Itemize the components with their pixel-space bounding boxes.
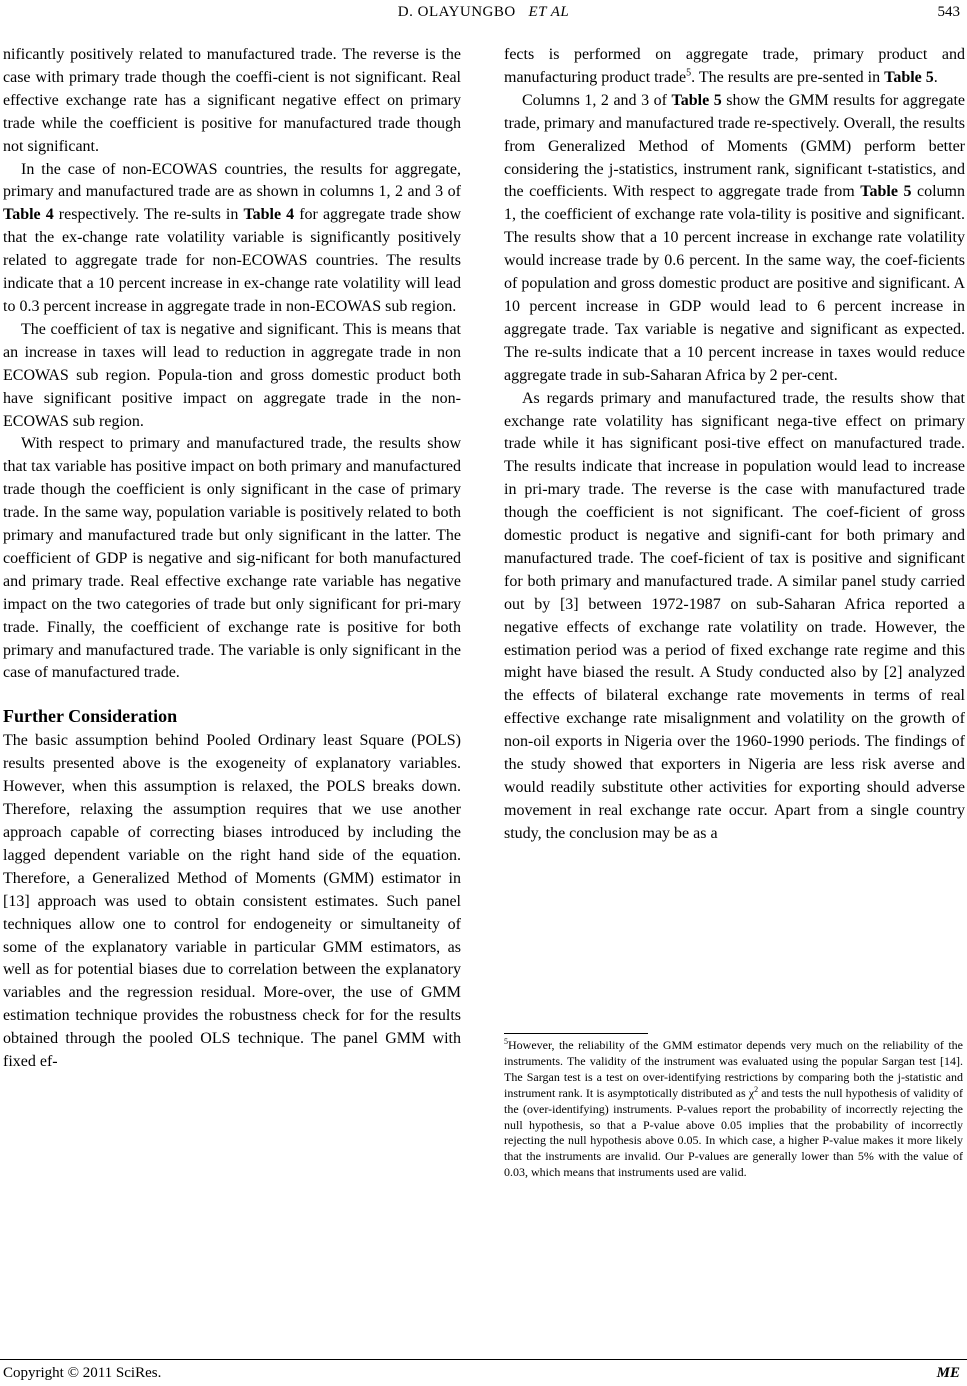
table-reference: Table 5 <box>860 183 912 201</box>
paragraph: With respect to primary and manufactured trade, the results show that tax variable has positive impact on both primary and manufactured trade though the coefficient is only significant in the case of primary trade. In the same way, population variable is positively related to both primary and manufactured trade but only significant in the latter. The coefficient of GDP is negative and sig-nificant for both manufactured and primary trade. Real effective exchange rate variable has negative impact on the two categories of trade but only significant for pri-mary trade. Finally, the coefficient of exchange rate is positive for both primary and manufactured trade. The variable is only significant in the case of manufactured trade. <box>3 435 461 682</box>
left-column <box>3 44 461 1074</box>
paragraph: As regards primary and manufactured trade, the results show that exchange rate volatility has significant nega-tive effect on primary trade while it has significant posi-tive effect on manufactured trade. The results indicate that increase in population would lead to increase in pri-mary trade. The reverse is the case with manufactured trade though the coefficient is not significant. The coef-ficient of gross domestic product is negative and signifi-cant for both primary and manufactured trade. The coef-ficient of tax is positive and significant for both primary and manufactured trade. A similar panel study carried out by [3] between 1972-1987 on sub-Saharan Africa reported a negative effects of exchange rate volatility on trade. However, the estimation period was a period of fixed exchange rate regime and this might have biased the result. A Study conducted also by [2] analyzed the effects of bilateral exchange rate movements in terms of real effective exchange rate misalignment and volatility on the growth of non-oil exports in Nigeria over the 1960-1990 periods. The findings of the study showed that exporters in Nigeria are less risk averse and would readily substitute other activities for exporting should adverse movement in real exchange rate occur. Apart from a single country study, the conclusion may be as a <box>504 389 965 842</box>
journal-abbreviation: ME <box>936 1365 960 1381</box>
section-heading: Further Consideration <box>3 706 178 727</box>
footnote: $^5$However, the reliability of the GMM estimator depends very much on the reliability of the instruments. The validity of the instrument was evaluated using the popular Sargan test [14]. The Sargan test is a test on over-identifying restrictions by comparing both the j-statistic and instrument rank. It is asymptotically distributed as $\chi^2$ and tests the null hypothesis of validity of the (over-identifying) instruments. P-values report the probability of incorrectly rejecting the null hypothesis, so that a P-value above 0.05 implies that the probability of incorrectly rejecting the null hypothesis above 0.05. In which case, a higher P-value makes it more likely that the instruments are invalid. Our P-values are generally lower than 5% with the value of 0.03, which means that instruments used are valid. <box>504 1037 963 1180</box>
header-authors: D. OLAYUNGBO <box>397 4 516 20</box>
running-title <box>0 4 967 21</box>
header-etal: ET AL <box>528 4 570 20</box>
running-header <box>0 4 967 22</box>
footer-divider <box>0 1359 967 1360</box>
paragraph: fects is performed on aggregate trade, primary product and manufacturing product trade$^5$. The results are pre-sented in Table 5. <box>504 46 965 86</box>
paragraph: In the case of non-ECOWAS countries, the results for aggregate, primary and manufactured trade are as shown in columns 1, 2 and 3 of Table 4 respectively. The re-sults in Table 4 for aggregate trade show that the ex-change rate volatility variable is significantly positively related to aggregate trade for non-ECOWAS countries. The results indicate that a 10 percent increase in ex-change rate volatility will lead to 0.3 percent increase in aggregate trade in non-ECOWAS sub region. <box>3 160 462 315</box>
superscript: 2 <box>754 1084 759 1094</box>
table-reference: Table 5 <box>671 91 722 109</box>
table-reference: Table 4 <box>3 206 54 224</box>
page-number: 543 <box>937 4 960 20</box>
copyright-notice: Copyright © 2011 SciRes. <box>3 1365 162 1381</box>
right-column <box>504 44 965 846</box>
paragraph: The coefficient of tax is negative and significant. This is means that an increase in taxes will lead to reduction in aggregate trade in non ECOWAS sub region. Popula-tion and gross domestic product both have significant positive impact on aggregate trade in the non-ECOWAS sub region. <box>3 320 461 430</box>
table-reference: Table 4 <box>243 206 295 224</box>
paragraph: nificantly positively related to manufactured trade. The reverse is the case with primary trade though the coeffi-cient is not significant. Real effective exchange rate has a significant negative effect on primary trade while the coefficient is positive for manufactured trade though not significant. <box>3 46 461 155</box>
footnote-mark: 5 <box>504 1037 508 1046</box>
paragraph: Columns 1, 2 and 3 of Table 5 show the GMM results for aggregate trade, primary and manufactured trade re-spectively. Overall, the results from Generalized Method of Moments (GMM) perform better considering the j-statistics, instrument rank, significant t-statistics, and the coefficients. With respect to aggregate trade from Table 5 column 1, the coefficient of exchange rate vola-tility is positive and significant. The results show that a 10 percent increase in exchange rate volatility would increase trade by 0.6 percent. In the same way, the coef-ficients of population and gross domestic product are positive and significant. A 10 percent increase in GDP would lead to 6 percent increase in aggregate trade. Tax variable is negative and significant as expected. The re-sults indicate that a 10 percent increase in taxes would reduce aggregate trade in sub-Saharan Africa by 2 per-cent. <box>504 91 965 384</box>
paragraph: The basic assumption behind Pooled Ordinary least Square (POLS) results presented above is the exogeneity of explanatory variables. However, when this assumption is relaxed, the POLS breaks down. Therefore, relaxing the assumption requires that we use another approach capable of correcting biases introduced by including the lagged dependent variable on the right hand side of the equation. Therefore, a Generalized Method of Moments (GMM) estimator in [13] approach was used to obtain consistent estimates. Such panel techniques allow one to control for endogeneity or simultaneity of some of the explanatory variable in particular GMM estimators, as well as for potential biases due to correlation between the explanatory variables and the regression residual. More-over, the use of GMM estimation technique provides the robustness check for for the results obtained through the pooled OLS technique. The panel GMM with fixed ef- <box>3 732 461 1071</box>
footnote-divider <box>504 1033 648 1034</box>
table-reference: Table 5 <box>884 68 934 86</box>
footnote-reference[interactable]: 5 <box>686 67 692 79</box>
